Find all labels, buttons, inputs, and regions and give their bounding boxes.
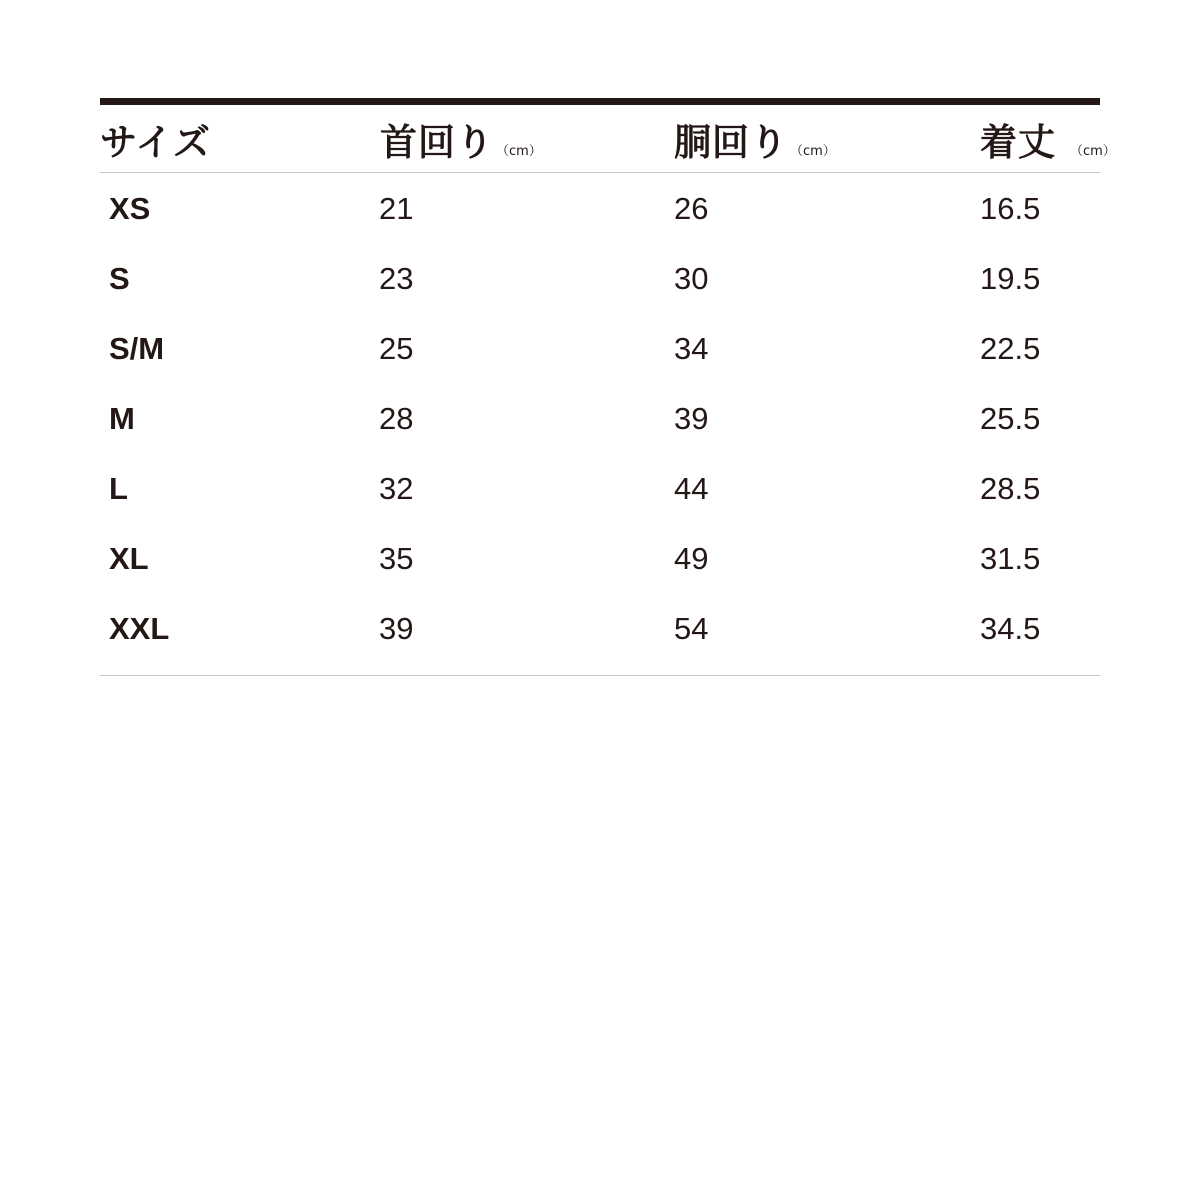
length-cell: 16.5	[980, 191, 1041, 226]
table-row	[100, 387, 1100, 457]
neck-cell: 21	[379, 191, 414, 226]
header-length-label: 着丈	[980, 121, 1056, 164]
chest-cell: 49	[674, 541, 709, 576]
length-cell: 19.5	[980, 261, 1041, 296]
header-size-label: サイズ	[100, 121, 212, 164]
size-cell: XL	[109, 541, 149, 576]
table-row	[100, 597, 1100, 667]
length-cell: 31.5	[980, 541, 1041, 576]
table-row	[100, 457, 1100, 527]
length-cell: 22.5	[980, 331, 1041, 366]
size-cell: XS	[109, 191, 151, 226]
chest-cell: 39	[674, 401, 709, 436]
length-cell: 28.5	[980, 471, 1041, 506]
header-neck	[380, 121, 542, 174]
header-neck-unit: （cm）	[496, 144, 542, 159]
header-size	[100, 121, 211, 172]
size-cell: XXL	[109, 611, 170, 646]
chest-cell: 34	[674, 331, 709, 366]
length-cell: 34.5	[980, 611, 1041, 646]
chest-cell: 26	[674, 191, 709, 226]
chest-cell: 44	[674, 471, 709, 506]
neck-cell: 35	[379, 541, 414, 576]
neck-cell: 28	[379, 401, 414, 436]
neck-cell: 32	[379, 471, 414, 506]
neck-cell: 23	[379, 261, 414, 296]
size-cell: S	[109, 261, 130, 296]
header-length	[980, 121, 1116, 174]
table-row	[100, 177, 1100, 247]
table-row	[100, 317, 1100, 387]
neck-cell: 25	[379, 331, 414, 366]
table-row	[100, 527, 1100, 597]
size-chart-table	[100, 98, 1116, 676]
length-cell: 25.5	[980, 401, 1041, 436]
header-chest-unit: （cm）	[790, 144, 836, 159]
chest-cell: 54	[674, 611, 709, 646]
header-chest	[674, 121, 836, 174]
size-cell: S/M	[109, 331, 165, 366]
chest-cell: 30	[674, 261, 709, 296]
neck-cell: 39	[379, 611, 414, 646]
table-row	[100, 247, 1100, 317]
header-chest-label: 胴回り	[674, 121, 788, 164]
top-rule	[100, 98, 1100, 105]
header-neck-label: 首回り	[380, 121, 494, 164]
size-cell: L	[109, 471, 128, 506]
header-length-unit: （cm）	[1070, 144, 1116, 159]
table-body	[100, 173, 1100, 676]
size-cell: M	[109, 401, 135, 436]
header-row	[100, 105, 1116, 173]
